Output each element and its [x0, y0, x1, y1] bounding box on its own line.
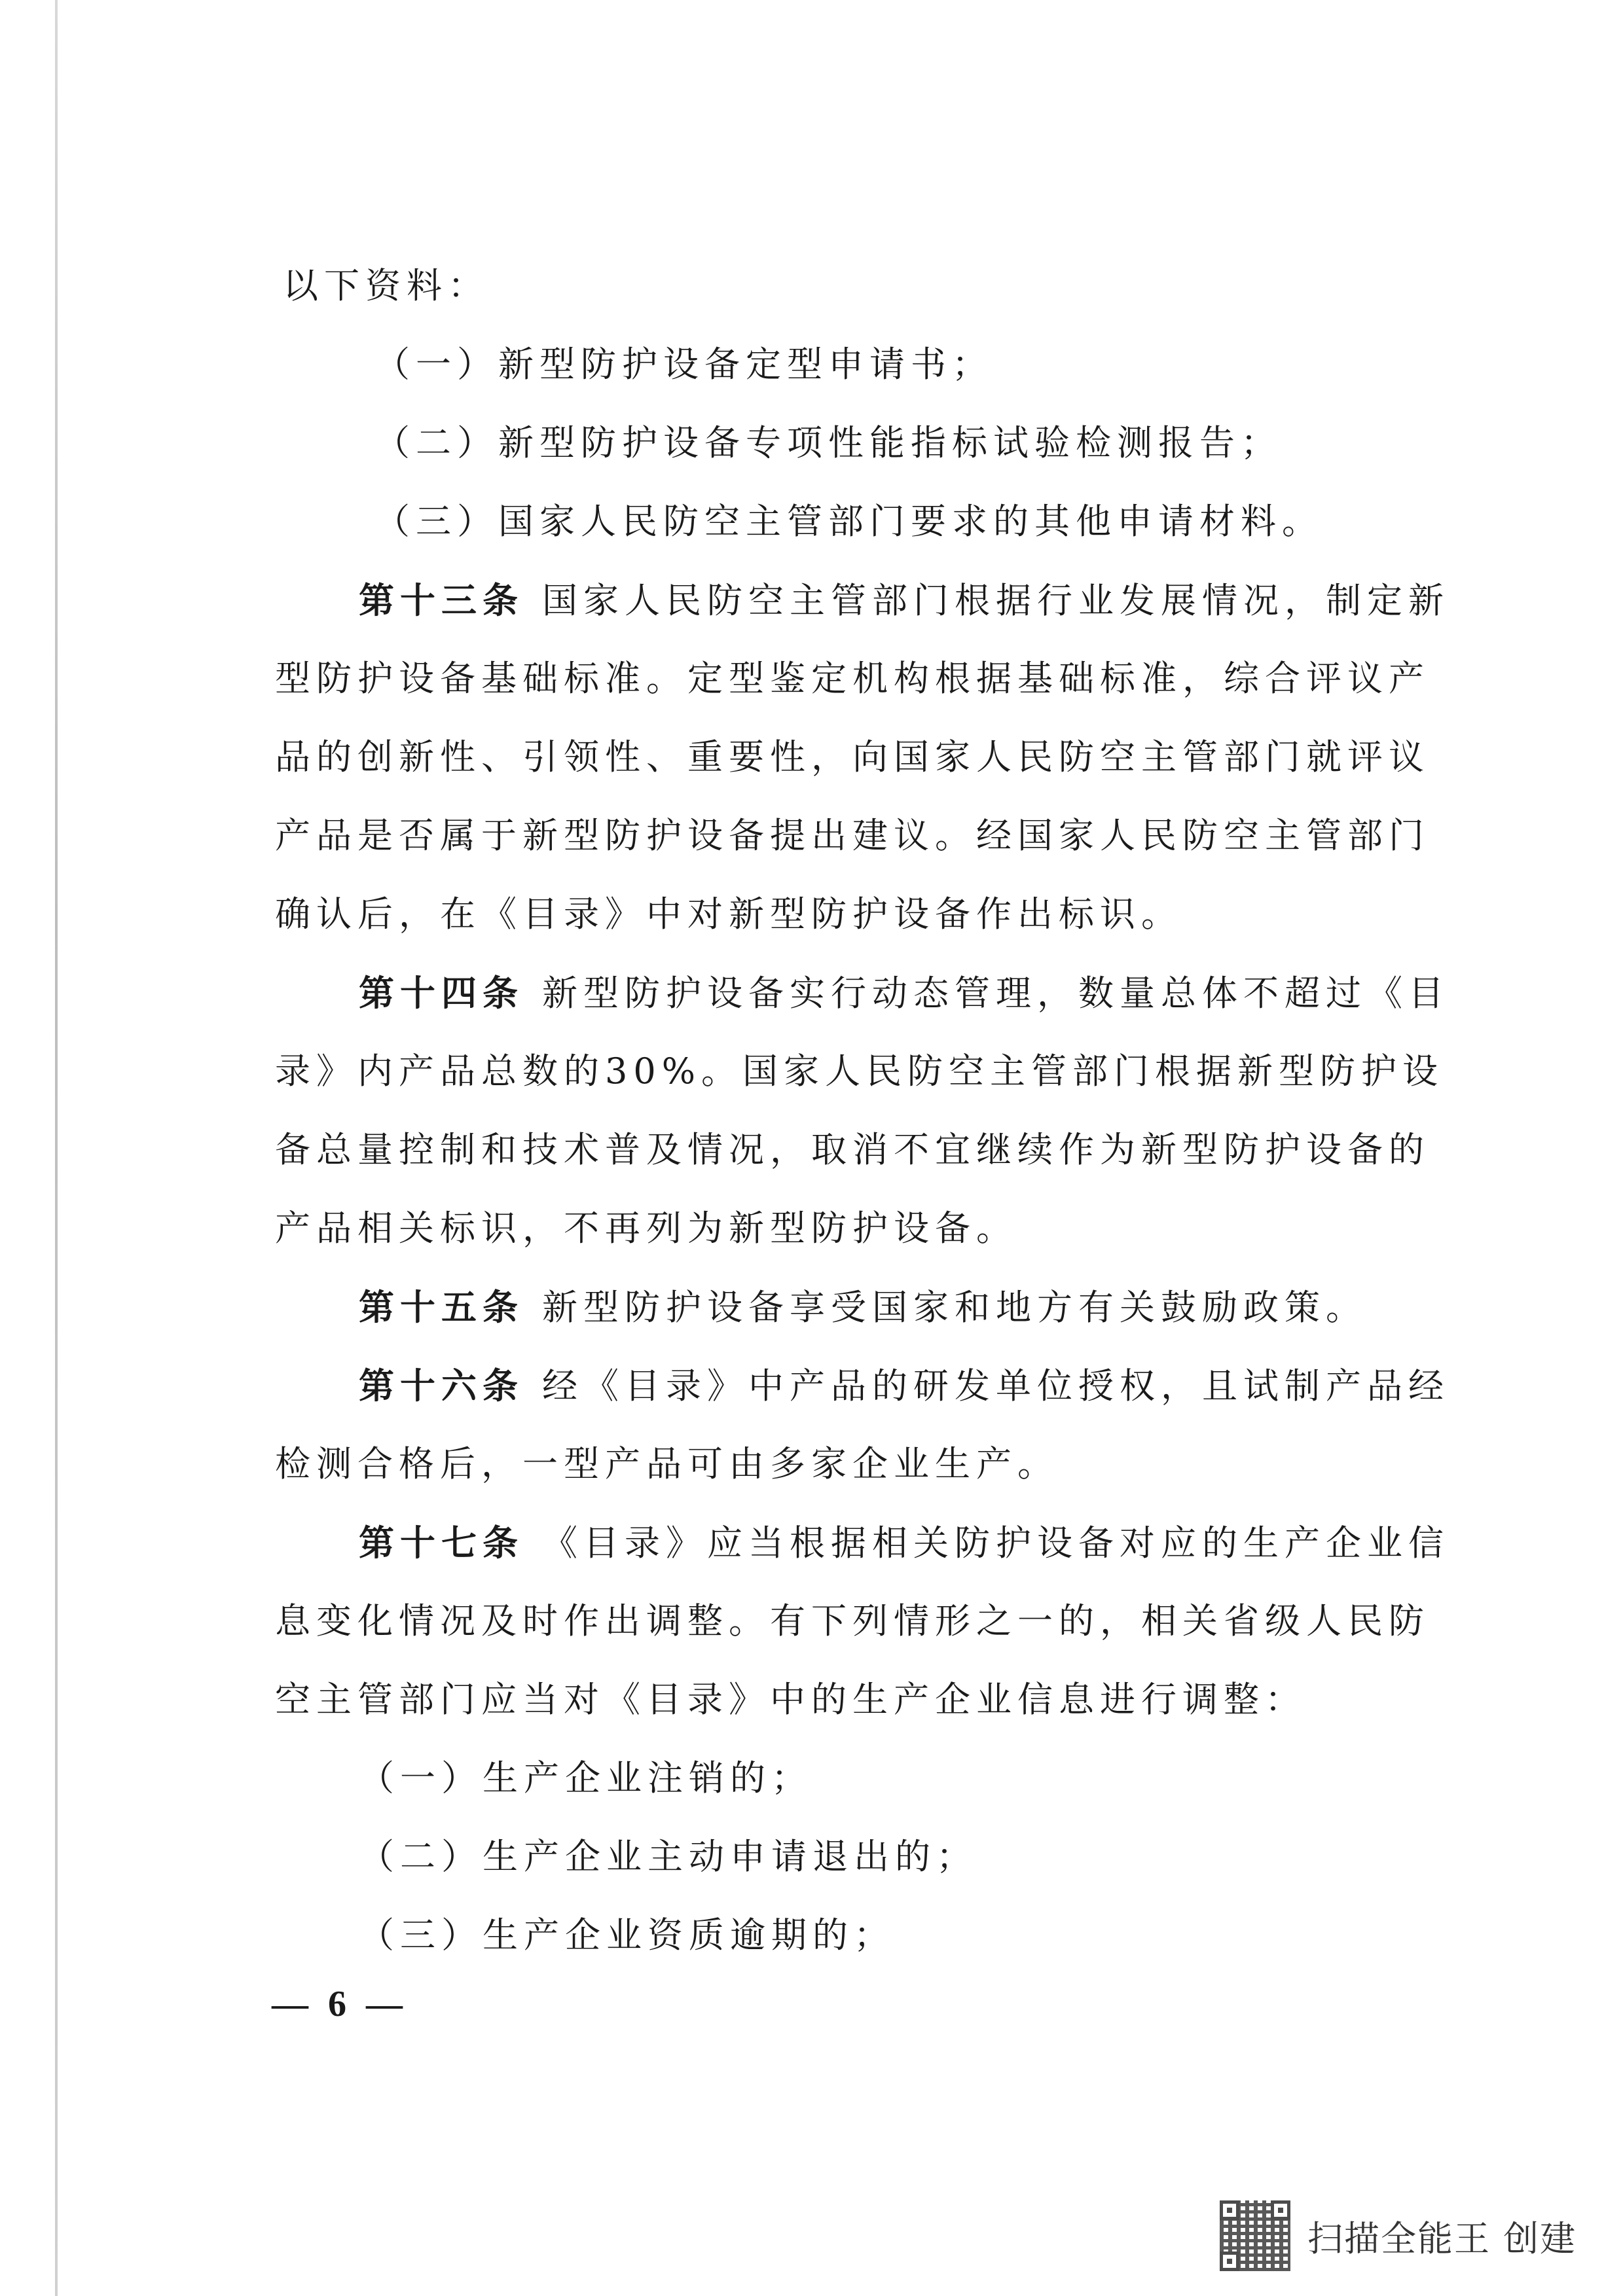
text-line: 录》内产品总数的30%。国家人民防空主管部门根据新型防护设 [275, 1050, 1444, 1092]
article-heading: 第十三条 [359, 579, 524, 621]
scanner-watermark [1220, 2200, 1577, 2271]
qr-code-icon [1220, 2200, 1290, 2271]
article-heading: 第十四条 [359, 972, 524, 1014]
text-line: 产品相关标识，不再列为新型防护设备。 [275, 1208, 1017, 1249]
article-14: 第十四条 新型防护设备实行动态管理，数量总体不超过《目 [359, 972, 1450, 1014]
text-line: 检测合格后，一型产品可由多家企业生产。 [275, 1443, 1059, 1484]
list-item: （二）生产企业主动申请退出的； [359, 1836, 977, 1877]
list-item: （二）新型防护设备专项性能指标试验检测报告； [374, 422, 1282, 463]
article-heading: 第十五条 [359, 1286, 524, 1328]
article-13: 第十三条 国家人民防空主管部门根据行业发展情况，制定新 [359, 579, 1450, 621]
list-item: （一）新型防护设备定型申请书； [374, 344, 993, 385]
text-line: 空主管部门应当对《目录》中的生产企业信息进行调整： [275, 1679, 1306, 1720]
list-item: （三）国家人民防空主管部门要求的其他申请材料。 [374, 501, 1323, 542]
list-item: （三）生产企业资质逾期的； [359, 1914, 895, 1956]
article-heading: 第十七条 [359, 1522, 524, 1564]
watermark-text: 扫描全能王 创建 [1307, 2217, 1577, 2259]
text-line: 确认后，在《目录》中对新型防护设备作出标识。 [275, 893, 1182, 935]
text-line: 型防护设备基础标准。定型鉴定机构根据基础标准，综合评议产 [275, 658, 1430, 699]
text-line: 品的创新性、引领性、重要性，向国家人民防空主管部门就评议 [275, 736, 1430, 778]
text-line: 备总量控制和技术普及情况，取消不宜继续作为新型防护设备的 [275, 1129, 1430, 1170]
text-line: 息变化情况及时作出调整。有下列情形之一的，相关省级人民防 [275, 1600, 1430, 1641]
article-15: 第十五条 新型防护设备享受国家和地方有关鼓励政策。 [359, 1286, 1367, 1328]
article-16: 第十六条 经《目录》中产品的研发单位授权，且试制产品经 [359, 1365, 1450, 1407]
list-item: （一）生产企业注销的； [359, 1757, 812, 1799]
article-17: 第十七条 《目录》应当根据相关防护设备对应的生产企业信 [359, 1522, 1450, 1564]
text-line: 产品是否属于新型防护设备提出建议。经国家人民防空主管部门 [275, 815, 1430, 856]
text-line: 以下资料： [283, 265, 489, 306]
page-number: — 6 — [272, 1984, 408, 2024]
article-heading: 第十六条 [359, 1365, 524, 1407]
